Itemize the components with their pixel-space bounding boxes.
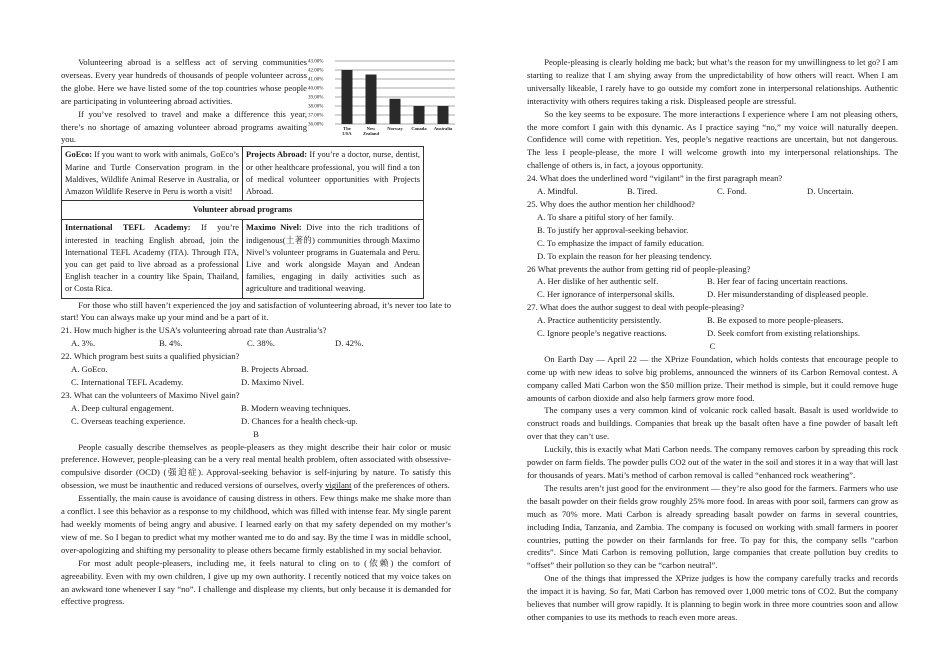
question-23-options-row1 — [61, 402, 451, 415]
question-27-options-row2 — [527, 327, 898, 340]
question-27: 27. What does the author suggest to deal with people-pleasing? — [527, 302, 745, 313]
bar — [390, 99, 401, 124]
question-23-options-row2 — [61, 415, 451, 428]
bar — [438, 106, 449, 124]
option-c: C. Overseas teaching experience. — [71, 415, 186, 426]
svg-text:41.00%: 41.00% — [308, 77, 324, 83]
table-title: Volunteer abroad programs — [62, 201, 424, 220]
svg-text:Canada: Canada — [411, 126, 427, 131]
svg-text:The: The — [343, 126, 351, 131]
question-23: 23. What can the volunteers of Maximo Nivel gain? — [61, 389, 240, 400]
option-b: B. Projects Abroad. — [241, 364, 309, 375]
question-22-options-row1 — [61, 363, 451, 376]
underlined-word: vigilant — [325, 480, 352, 491]
cell-maximo-nivel: Maximo Nivel: Dive into the rich traditions of indigenous(土著的) communities through Maximo Nivel’s volunteer programs in Guatemala and Peru. Live and work alongside Mayan and Andean families, engaging in daily activities such as agriculture and traditional weaving. — [243, 220, 424, 298]
option-c: C. Fond. — [717, 186, 747, 197]
option-a: A. GoEco. — [71, 364, 108, 375]
svg-text:40.00%: 40.00% — [308, 86, 324, 92]
option-d: D. Maximo Nivel. — [241, 377, 305, 388]
bar — [414, 106, 425, 124]
passage-b-paragraph-5: So the key seems to be exposure. The more interactions I experience where I am not pleasing others, the more comfort I gain with this dynamic. As I practice saying “no,” my voice will naturally deepen. Confidence will come with repetition. Yes, people’s negative reactions are uncertain, but not dangerous. The less I people-please, the more I will welcome growth into my interpersonal relationships. The challenge of others is, in fact, a joyous opportunity. — [527, 108, 898, 171]
option-a: A. Mindful. — [537, 186, 578, 197]
svg-text:Zealand: Zealand — [362, 131, 380, 136]
option-d: D. Seek comfort from existing relationships. — [707, 328, 860, 339]
question-26: 26 What prevents the author from getting rid of people-pleasing? — [527, 263, 751, 274]
volunteer-rate-bar-chart — [307, 56, 457, 142]
cell-goeco: GoEco: If you want to work with animals, GoEco’s Marine and Turtle Conservation program in the Maldives, Wildlife Animal Reserve in Australia, or Amazon Wildlife Reserve in Peru is worth a visit! — [62, 147, 243, 201]
question-22: 22. Which program best suits a qualified physician? — [61, 351, 240, 362]
question-26-options-row2 — [527, 288, 898, 301]
intro-paragraph-2: If you’ve resolved to travel and make a difference this year, there’s no shortage of amazing volunteer abroad programs awaiting you. — [61, 108, 307, 145]
closing-paragraph: For those who still haven’t experienced the joy and satisfaction of volunteering abroad, it’s never too late to start! You can always make up your mind and be a part of it. — [61, 299, 451, 323]
question-25-option-b: B. To justify her approval-seeking behavior. — [537, 224, 689, 235]
svg-text:39.00%: 39.00% — [308, 95, 324, 101]
option-c: C. 38%. — [247, 338, 275, 349]
option-b: B. Be exposed to more people-pleasers. — [707, 315, 844, 326]
option-d: D. 42%. — [335, 338, 364, 349]
question-24: 24. What does the underlined word “vigilant” in the first paragraph mean? — [527, 173, 783, 184]
svg-text:43.00%: 43.00% — [308, 59, 324, 65]
option-c: C. International TEFL Academy. — [71, 377, 184, 388]
question-25-option-d: D. To explain the reason for her pleasing tendency. — [537, 250, 712, 261]
passage-c-paragraph-1: On Earth Day — April 22 — the XPrize Foundation, which holds contests that encourage people to come up with new ideas to solve big problems, announced the winners of its Carbon Removal contest. A company called Mati Carbon won the $50 million prize. Their method is simple, but it could remove huge amounts of carbon dioxide and also help farmers grow more food. — [527, 353, 898, 403]
option-d: D. Her misunderstanding of displeased people. — [707, 289, 869, 300]
passage-c-paragraph-2: The company uses a very common kind of volcanic rock called basalt. Basalt is used worldwide to construct roads and buildings. Companies that break up the basalt often have a fine powder of basalt left over that they can’t use. — [527, 405, 898, 442]
option-c: C. Ignore people’s negative reactions. — [537, 328, 667, 339]
cell-projects-abroad: Projects Abroad: If you’re a doctor, nurse, dentist, or other healthcare professional, you will find a ton of medical volunteer opportunities with Projects Abroad. — [243, 147, 424, 201]
passage-c-paragraph-4: The results aren’t just good for the environment — they’re also good for the farmers. Farmers who use the basalt powder on their fields grow roughly 25% more food. In areas with poor soil, farmers can grow as much as 70% more. Mati Carbon is already spreading basalt powder on farms in several countries, including India, Tanzania, and Zambia. The company is focused on working with small farmers in poorer countries, putting the powder on their farmlands for free. To pay for this, the company sells “carbon credits”. Since Mati Carbon is removing pollution, large companies that create pollution buy credits to “offset” their pollution so they can be “carbon neutral”. — [527, 482, 898, 571]
question-25: 25. Why does the author mention her childhood? — [527, 198, 695, 209]
svg-text:37.00%: 37.00% — [308, 113, 324, 119]
svg-text:Australia: Australia — [433, 126, 453, 131]
passage-b-paragraph-2: Essentially, the main cause is avoidance of causing distress in others. Few things make me shake more than a conflict. I see this behavior as a response to my childhood, which was filled with intense fear. My single parent had weekly moments of being angry and abusive. I learned early on that my safety depended on my mother’s view of me. So I began to predict what my mother wanted me to do and say. By the time I was in middle school, over-apologizing and shifting my personality to please others became firmly established in my social behavior. — [61, 493, 451, 555]
option-a: A. Deep cultural engagement. — [71, 402, 174, 413]
section-label-b: B — [253, 428, 259, 439]
left-column — [61, 56, 451, 608]
cell-tefl: International TEFL Academy: If you’re interested in teaching English abroad, join the International TEFL Academy (ITA). Through ITA, you can get paid to live abroad as a professional English teacher in a country like Spain, Thailand, or Costa Rica. — [62, 220, 243, 298]
option-a: A. Her dislike of her authentic self. — [537, 276, 659, 287]
option-d: D. Chances for a health check-up. — [241, 415, 358, 426]
svg-text:42.00%: 42.00% — [308, 68, 324, 74]
passage-c-paragraph-3: Luckily, this is exactly what Mati Carbon needs. The company removes carbon by spreading this rock powder on farm fields. The powder pulls CO2 out of the water in the soil and stores it in a way that will last for thousands of years. Mati’s method of carbon removal is called “enhanced rock weathering”. — [527, 444, 898, 480]
passage-b-paragraph-1: People casually describe themselves as people-pleasers as they might describe their hair color or music preference. However, people-pleasing can be a very real mental health problem, often associated with obsessive-compulsive disorder (OCD) (强迫症). Approval-seeking behavior is self-injuring by nature. To satisfy this obsession, we must be inauthentic and reduced versions of ourselves, overly vigilant of the preferences of others. — [61, 441, 451, 491]
question-27-options-row1 — [527, 314, 898, 327]
bar — [366, 75, 377, 125]
passage-b-paragraph-3: For most adult people-pleasers, including me, it feels natural to cling on to (依赖) the comfort of agreeability. Even with my own children, I give up my own authority. I recently noticed that my voice takes on an awkward tone whenever I say “no”. I challenge and displease my clients, but only because it is demanded for effective progress. — [61, 557, 451, 607]
option-c: C. Her ignorance of interpersonal skills. — [537, 289, 675, 300]
section-label-c: C — [709, 340, 716, 351]
option-b: B. 4%. — [159, 338, 183, 349]
intro-paragraph-1: Volunteering abroad is a selfless act of serving communities overseas. Every year hundreds of thousands of people volunteer across the globe. Here we have listed some of the top countries whose people are participating in volunteering abroad activities. — [61, 57, 307, 106]
question-26-options-row1 — [527, 275, 898, 288]
option-d: D. Uncertain. — [807, 186, 854, 197]
question-21-options — [61, 337, 451, 350]
option-a: A. Practice authenticity persistently. — [537, 315, 662, 326]
option-b: B. Her fear of facing uncertain reactions. — [707, 276, 848, 287]
question-25-option-a: A. To share a pitiful story of her family. — [537, 211, 674, 222]
svg-text:36.00%: 36.00% — [308, 122, 324, 128]
question-21: 21. How much higher is the USA’s volunteering abroad rate than Australia’s? — [61, 325, 327, 336]
question-22-options-row2 — [61, 376, 451, 389]
option-a: A. 3%. — [71, 338, 96, 349]
svg-text:USA: USA — [342, 131, 352, 136]
option-b: B. Modern weaving techniques. — [241, 402, 351, 413]
programs-table — [61, 146, 424, 298]
svg-text:Norway: Norway — [387, 126, 403, 131]
passage-a-intro — [61, 56, 307, 146]
passage-c-paragraph-5: One of the things that impressed the XPrize judges is how the company carefully tracks and records the impact it is having. So far, Mati Carbon has removed over 1,000 metric tons of CO2. But the company believes that number will grow rapidly. It is planning to begin work in three more countries soon and allow other companies to use its methods to reach even more areas. — [527, 573, 898, 622]
svg-text:New: New — [366, 126, 376, 131]
passage-b-paragraph-4: People-pleasing is clearly holding me back; but what’s the reason for my unwillingness to let go? I am starting to realize that I am shying away from the unpredictability of how others will react. When I am universally likeable, I rarely have to go outside my comfort zone in interpersonal relationships. Authentic interactivity with others requires taking a risk. Displeased people are stressful. — [527, 57, 898, 106]
bar — [342, 70, 353, 124]
question-24-options — [527, 185, 898, 198]
svg-text:38.00%: 38.00% — [308, 104, 324, 110]
option-b: B. Tired. — [627, 186, 658, 197]
question-25-option-c: C. To emphasize the impact of family education. — [537, 237, 705, 248]
right-column — [527, 56, 898, 624]
